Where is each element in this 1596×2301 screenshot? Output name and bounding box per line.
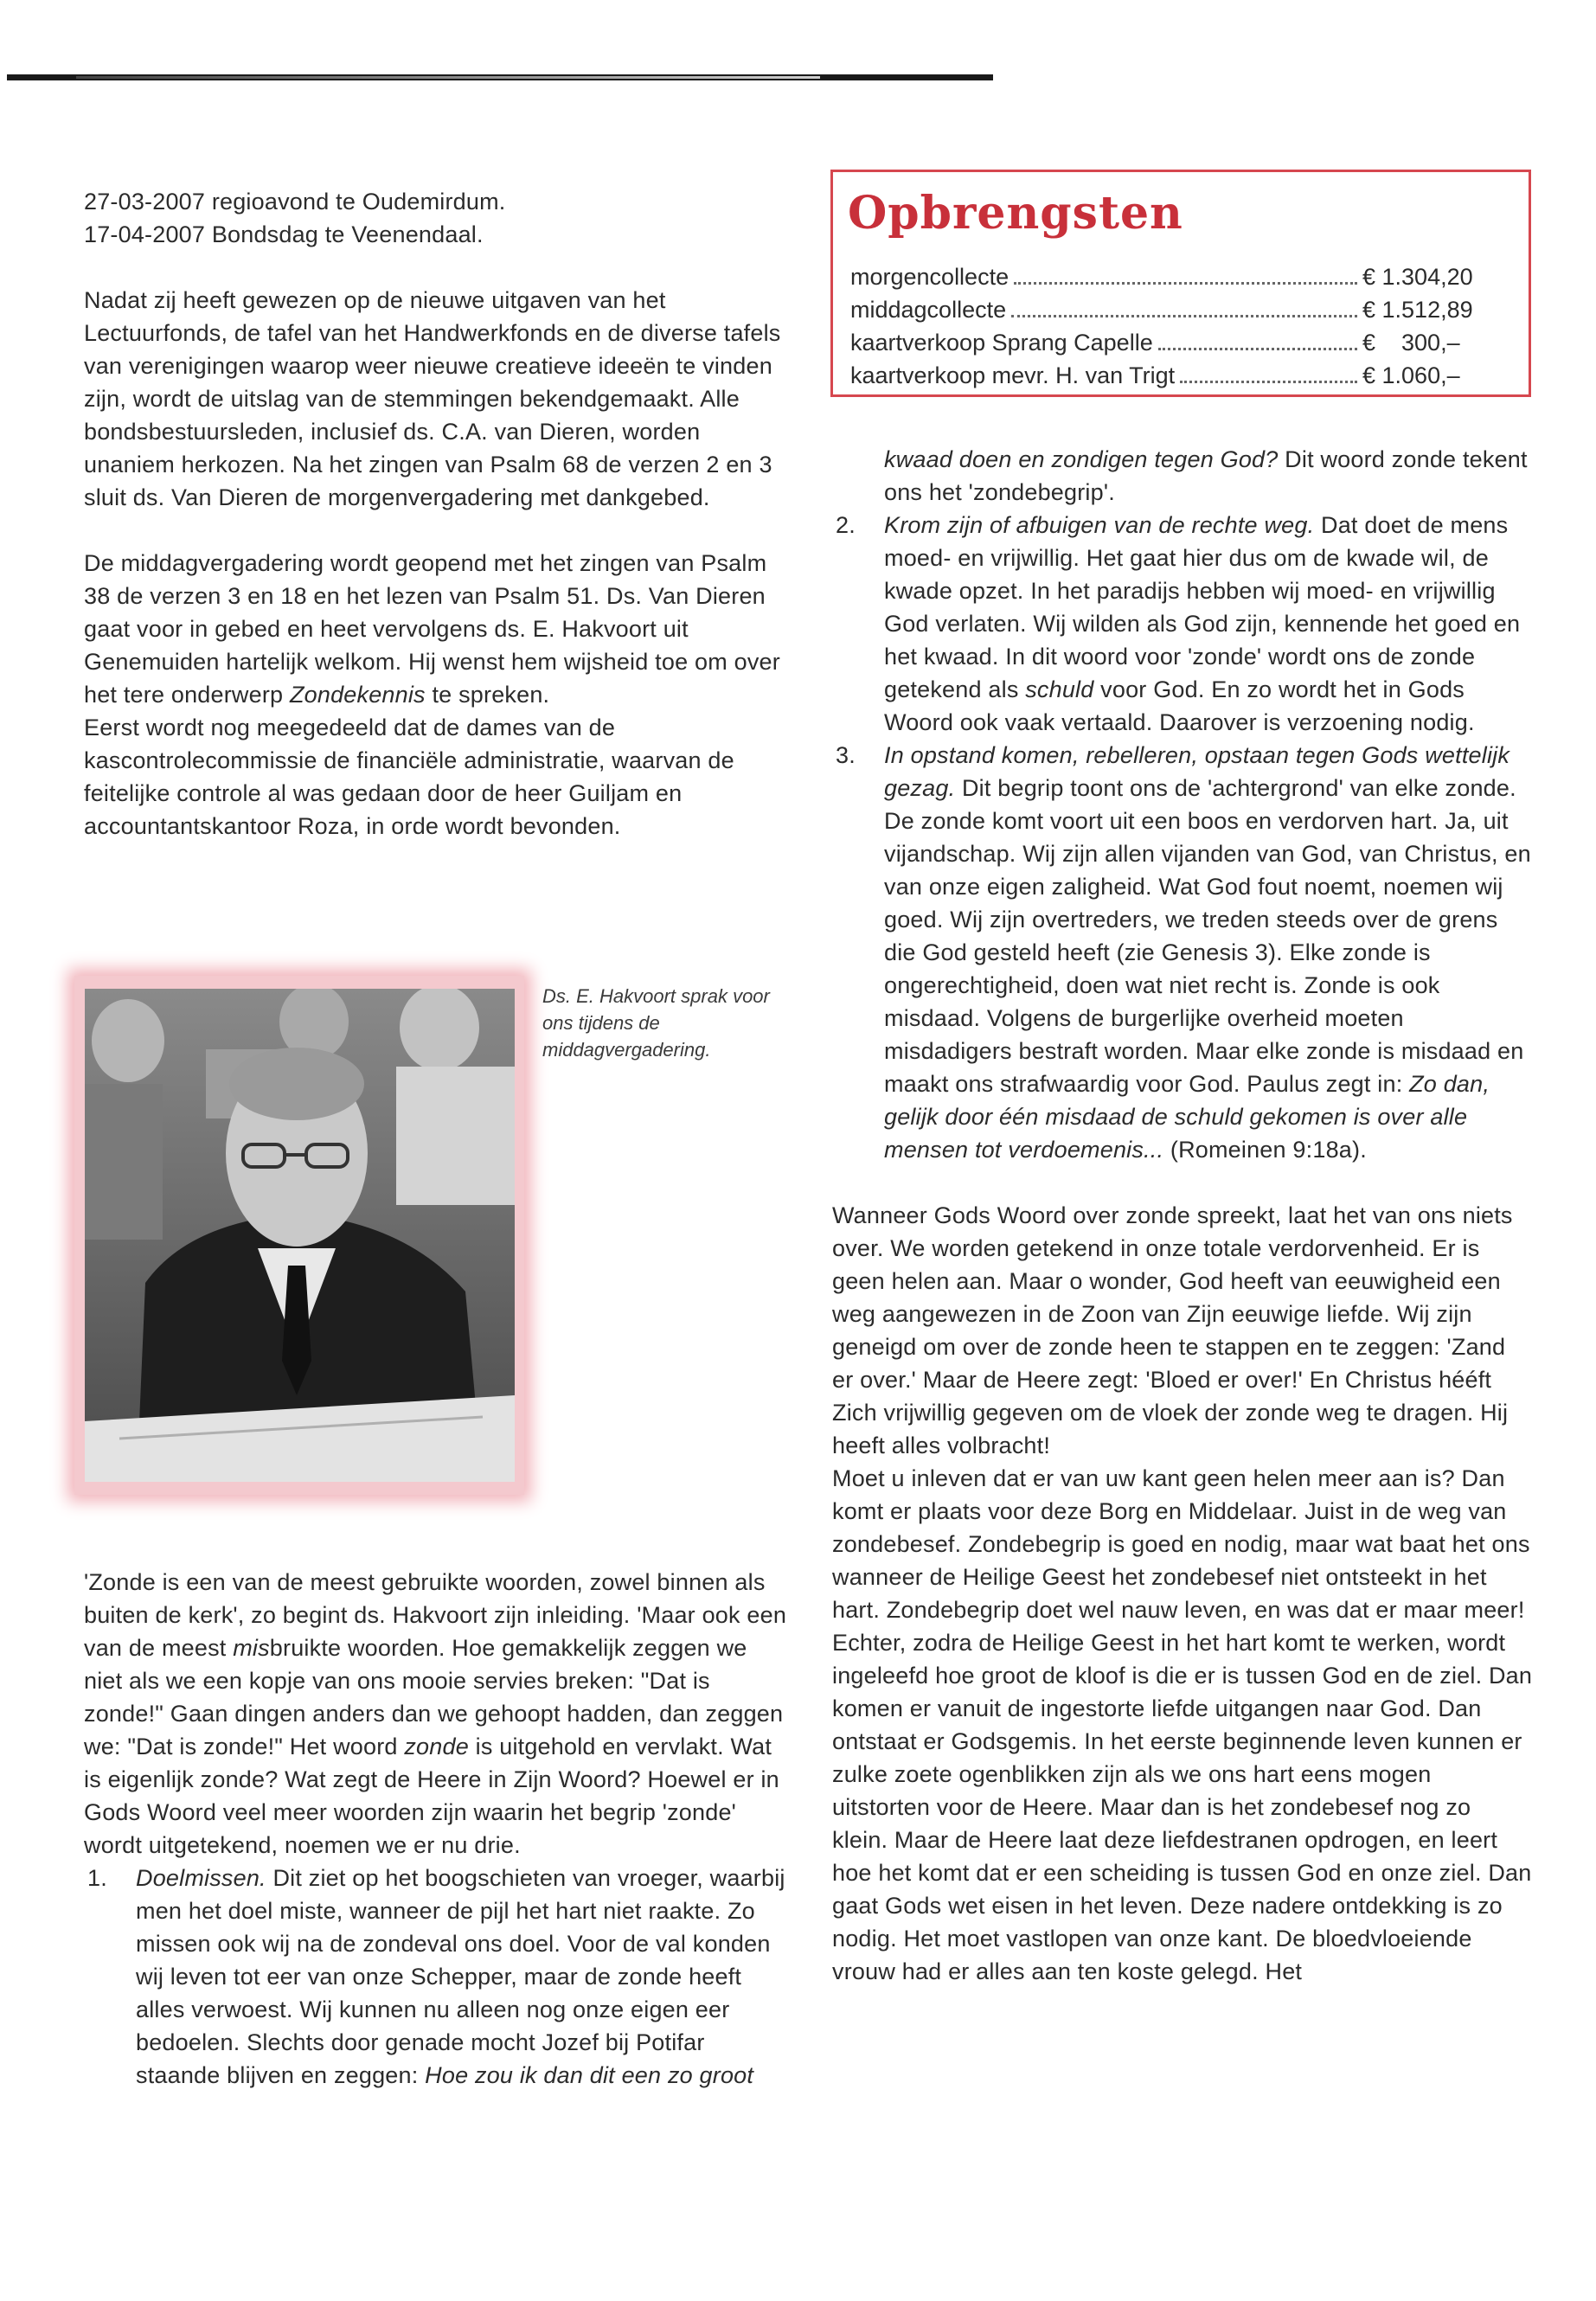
opbrengst-row: kaartverkoop Sprang Capelle € 300,– — [850, 330, 1460, 356]
paragraph-afternoon-open: De middagvergadering wordt geopend met het zingen van Psalm 38 de verzen 3 en 18 en het lezen van Psalm 51. Ds. Van Dieren gaat voor in gebed en heet vervolgens ds. E. Hakvoort uit Genemuiden hartelijk welkom. Hij wenst hem wijsheid toe om over het tere onderwerp Zondekennis te spreken. — [84, 550, 780, 708]
list-item-3: 3. In opstand komen, rebelleren, opstaan tegen Gods wettelijk gezag. Dit begrip toont ons de 'achtergrond' van elke zonde. De zonde komt voort uit een boos en verdorven hart. Ja, uit vijandschap. Wij zijn allen vijanden van God, van Christus, en van onze eigen zaligheid. Wat God fout noemt, noemen wij goed. Wij zijn overtreders, we treden steeds over de grens die God gesteld heeft (zie Genesis 3). Elke zonde is ongerechtigheid, doen wat niet recht is. Zonde is ook misdaad. Volgens de burgerlijke overheid moeten misdadigers bestraft worden. Maar elke zonde is misdaad en maakt ons strafwaardig voor God. Paulus zegt in: Zo dan, gelijk door één misdaad de schuld gekomen is over alle mensen tot verdoemenis... (Romeinen 9:18a). — [836, 742, 1531, 1163]
paragraph-kascommissie: Eerst wordt nog meegedeeld dat de dames van de kascontrolecommissie de financiële administratie, waarvan de feitelijke controle al was gedaan door de heer Guiljam en accountantskantoor Roza, in orde wordt bevonden. — [84, 715, 734, 839]
list-item-1-continued: kwaad doen en zondigen tegen God? Dit woord zonde tekent ons het 'zondebegrip'. — [884, 446, 1528, 505]
opbrengst-row: middagcollecte € 1.512,89 — [850, 297, 1473, 323]
opbrengsten-box — [830, 170, 1531, 397]
paragraph-morning-close: Nadat zij heeft gewezen op de nieuwe uitgaven van het Lectuurfonds, de tafel van het Handwerkfonds en de diverse tafels van verenigingen waarop weer nieuwe creatieve ideeën te vinden zijn, wordt de uitslag van de stemmingen bekendgemaakt. Alle bondsbestuursleden, inclusief ds. C.A. van Dieren, worden unaniem herkozen. Na het zingen van Psalm 68 de verzen 2 en 3 sluit ds. Van Dieren de morgenvergadering met dankgebed. — [84, 287, 781, 510]
paragraph-zondebesef: Moet u inleven dat er van uw kant geen helen meer aan is? Dan komt er plaats voor deze Borg en Middelaar. Juist in de weg van zondebesef. Zondebegrip is goed en nodig, maar wat baat het ons wanneer de Heilige Geest het zondebesef niet ontsteekt in het hart. Zondebegrip doet wel nauw leven, en was dat er maar meer! Echter, zodra de Heilige Geest in het hart komt te werken, wordt ingeleefd hoe groot de kloof is die er is tussen God en de ziel. Dan komen er vanuit de ingestorte liefde uitgangen naar God. Dan ontstaat er Godsgemis. In het eerste beginnende leven kunnen er zulke zoete ogenblikken zijn als we ons hart eens mogen uitstorten voor de Heere. Maar dan is het zondebesef nog zo klein. Maar de Heere laat deze liefdestranen opdrogen, en leert hoe het komt dat er een scheiding is tussen God en onze ziel. Dan gaat Gods wet eisen in het leven. Deze nadere ontdekking is zo nodig. Het moet vastlopen van onze kant. De bloedvloeiende vrouw had er alles aan ten koste gelegd. Het — [832, 1465, 1533, 1984]
top-rule — [7, 74, 993, 80]
right-column — [832, 443, 1533, 1988]
list-item-2: 2. Krom zijn of afbuigen van de rechte weg. Dat doet de mens moed- en vrijwillig. Het gaat hier dus om de kwade wil, de kwade opzet. In het paradijs hebben wij moed- en vrijwillig God verlaten. Wij wilden als God zijn, kennende het goed en het kwaad. In dit woord voor 'zonde' wordt ons de zonde getekend als schuld voor God. En zo wordt het in Gods Woord ook vaak vertaald. Daarover is verzoening nodig. — [836, 512, 1521, 735]
paragraph-zonde-intro: 'Zonde is een van de meest gebruikte woorden, zowel binnen als buiten de kerk', zo begint ds. Hakvoort zijn inleiding. 'Maar ook een van de meest misbruikte woorden. Hoe gemakkelijk zeggen we niet als we een kopje van ons mooie servies breken: "Dat is zonde!" Gaan dingen anders dan we gehoopt hadden, dan zeggen we: "Dat is zonde!" Het woord zonde is uitgehold en vervlakt. Wat is eigenlijk zonde? Wat zegt de Heere in Zijn Woord? Hoewel er in Gods Woord veel meer woorden zijn waarin het begrip 'zonde' wordt uitgetekend, noemen we er nu drie. — [84, 1569, 787, 1858]
speaker-photo — [85, 989, 515, 1482]
left-column-lower — [84, 1566, 789, 2092]
date-line-2: 17-04-2007 Bondsdag te Veenendaal. — [84, 221, 484, 247]
date-line-1: 27-03-2007 regioavond te Oudemirdum. — [84, 189, 506, 215]
opbrengst-row: morgencollecte € 1.304,20 — [850, 264, 1473, 290]
opbrengsten-title: Opbrengsten — [848, 187, 1183, 240]
paragraph-verdorvenheid: Wanneer Gods Woord over zonde spreekt, laat het van ons niets over. We worden getekend in onze totale verdorvenheid. Er is geen helen aan. Maar o wonder, God heeft van eeuwigheid een weg aangewezen in de Zoon van Zijn eeuwige liefde. Wij zijn geneigd om over de zonde heen te stappen en te zeggen: 'Zand er over.' Maar de Heere zegt: 'Bloed er over!' En Christus hééft Zich vrijwillig gegeven om de vloek der zonde weg te dragen. Hij heeft alles volbracht! — [832, 1202, 1513, 1458]
opbrengsten-list — [850, 260, 1508, 392]
left-column — [84, 185, 789, 843]
opbrengst-row: kaartverkoop mevr. H. van Trigt € 1.060,– — [850, 362, 1460, 388]
list-item-1: 1. Doelmissen. Dit ziet op het boogschieten van vroeger, waarbij men het doel miste, wanneer de pijl het hart niet raakte. Zo missen ook wij na de zondeval ons doel. Voor de val konden wij leven tot eer van onze Schepper, maar de zonde heeft alles verwoest. Wij kunnen nu alleen nog onze eigen eer bedoelen. Slechts door genade mocht Jozef bij Potifar staande blijven en zeggen: Hoe zou ik dan dit een zo groot — [87, 1865, 785, 2088]
photo-caption: Ds. E. Hakvoort sprak voor ons tijdens de middagvergadering. — [542, 985, 770, 1061]
